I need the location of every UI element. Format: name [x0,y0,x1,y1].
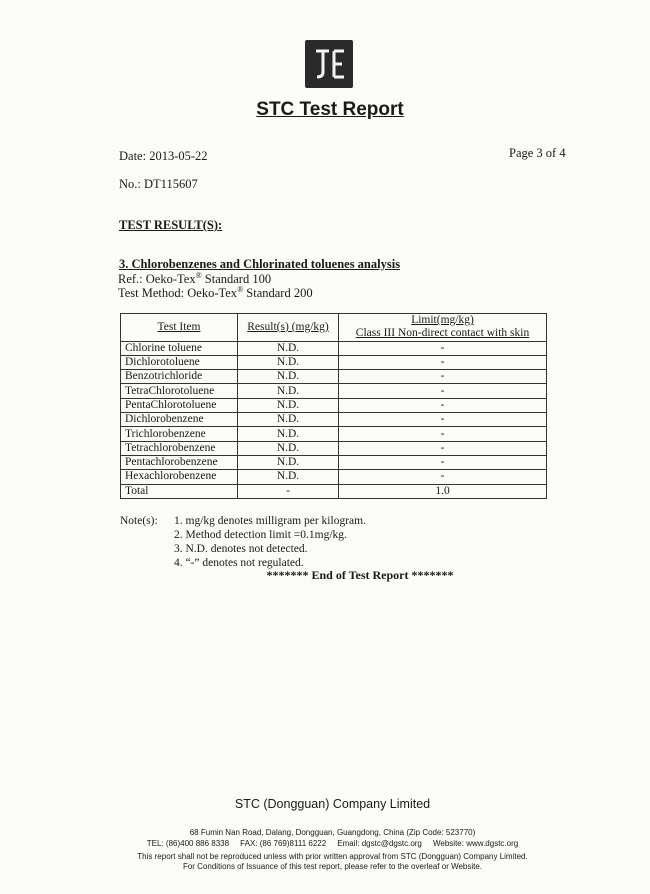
table-row [121,384,547,398]
cell-limit: - [339,427,547,441]
table-row [121,470,547,484]
results-table [120,313,547,499]
cell-limit: - [339,441,547,455]
table-row [121,355,547,369]
analysis-heading: 3. Chlorobenzenes and Chlorinated toluenes analysis [119,257,401,271]
cell-limit: - [339,398,547,412]
table-row [121,398,547,412]
report-number: No.: DT115607 [119,177,198,191]
footer-disclaimer: This report shall not be reproduced unless with prior written approval from STC (Dongguan) Company Limited. [137,852,528,861]
footer-company: STC (Dongguan) Company Limited [234,797,431,811]
table-row [121,413,547,427]
table-row [121,427,547,441]
test-results-heading: TEST RESULT(S): [119,218,223,232]
registered-mark: ® [237,285,244,294]
table-body [121,341,547,498]
cell-limit: - [339,470,547,484]
stc-logo-icon [305,40,353,88]
cell-result: N.D. [238,384,339,398]
header-limit: Limit(mg/kg) [339,314,547,328]
cell-result: N.D. [238,398,339,412]
cell-test-item: Dichlorobenzene [121,413,238,427]
header-test-item: Test Item [121,314,238,342]
end-of-report: ******* End of Test Report ******* [266,568,454,582]
table-header-row [121,314,547,328]
header-result: Result(s) (mg/kg) [238,314,339,342]
table-row [121,370,547,384]
cell-result: N.D. [238,413,339,427]
ref-prefix: Ref.: Oeko-Tex [118,272,196,287]
note-item: 1. mg/kg denotes milligram per kilogram. [174,515,366,527]
footer-conditions: For Conditions of Issuance of this test report, please refer to the overleaf or Website. [182,862,483,871]
cell-test-item: TetraChlorotoluene [121,384,238,398]
cell-test-item: Benzotrichloride [121,370,238,384]
cell-result: N.D. [238,341,339,355]
cell-result: N.D. [238,470,339,484]
test-method-line [118,285,313,301]
cell-test-item: Hexachlorobenzene [121,470,238,484]
cell-limit: - [339,370,547,384]
footer-address: 68 Fumin Nan Road, Dalang, Dongguan, Guangdong, China (Zip Code: 523770) [189,828,476,837]
cell-limit: - [339,355,547,369]
cell-limit: - [339,455,547,469]
table-row [121,484,547,498]
report-title: STC Test Report [256,99,404,120]
note-item: 4. “-” denotes not regulated. [174,557,304,569]
cell-result: N.D. [238,455,339,469]
registered-mark: ® [195,271,202,280]
method-prefix: Test Method: Oeko-Tex [118,286,238,301]
ref-suffix: Standard 100 [201,272,272,287]
table-row [121,341,547,355]
cell-limit: - [339,413,547,427]
header-limit-class: Class III Non-direct contact with skin [339,327,547,341]
cell-test-item: Dichlorotoluene [121,355,238,369]
cell-test-item: Trichlorobenzene [121,427,238,441]
footer-contact: TEL: (86)400 886 8338 FAX: (86 769)8111 6222 Email: dgstc@dgstc.org Website: www.dgstc.org [146,839,519,848]
note-item: 3. N.D. denotes not detected. [174,543,308,555]
table-row [121,455,547,469]
cell-result: N.D. [238,370,339,384]
cell-result: N.D. [238,355,339,369]
notes-label: Note(s): [120,515,158,527]
cell-test-item: Chlorine toluene [121,341,238,355]
stc-logo [305,40,353,88]
cell-result: N.D. [238,441,339,455]
cell-test-item: PentaChlorotoluene [121,398,238,412]
cell-test-item: Pentachlorobenzene [121,455,238,469]
cell-limit: 1.0 [339,484,547,498]
cell-test-item: Tetrachlorobenzene [121,441,238,455]
cell-limit: - [339,341,547,355]
cell-limit: - [339,384,547,398]
page-number: Page 3 of 4 [509,146,566,160]
cell-test-item: Total [121,484,238,498]
notes-list [174,514,366,570]
note-item: 2. Method detection limit =0.1mg/kg. [174,529,347,541]
table-row [121,441,547,455]
method-suffix: Standard 200 [243,286,313,301]
cell-result: N.D. [238,427,339,441]
report-date: Date: 2013-05-22 [119,149,208,163]
cell-result: - [238,484,339,498]
